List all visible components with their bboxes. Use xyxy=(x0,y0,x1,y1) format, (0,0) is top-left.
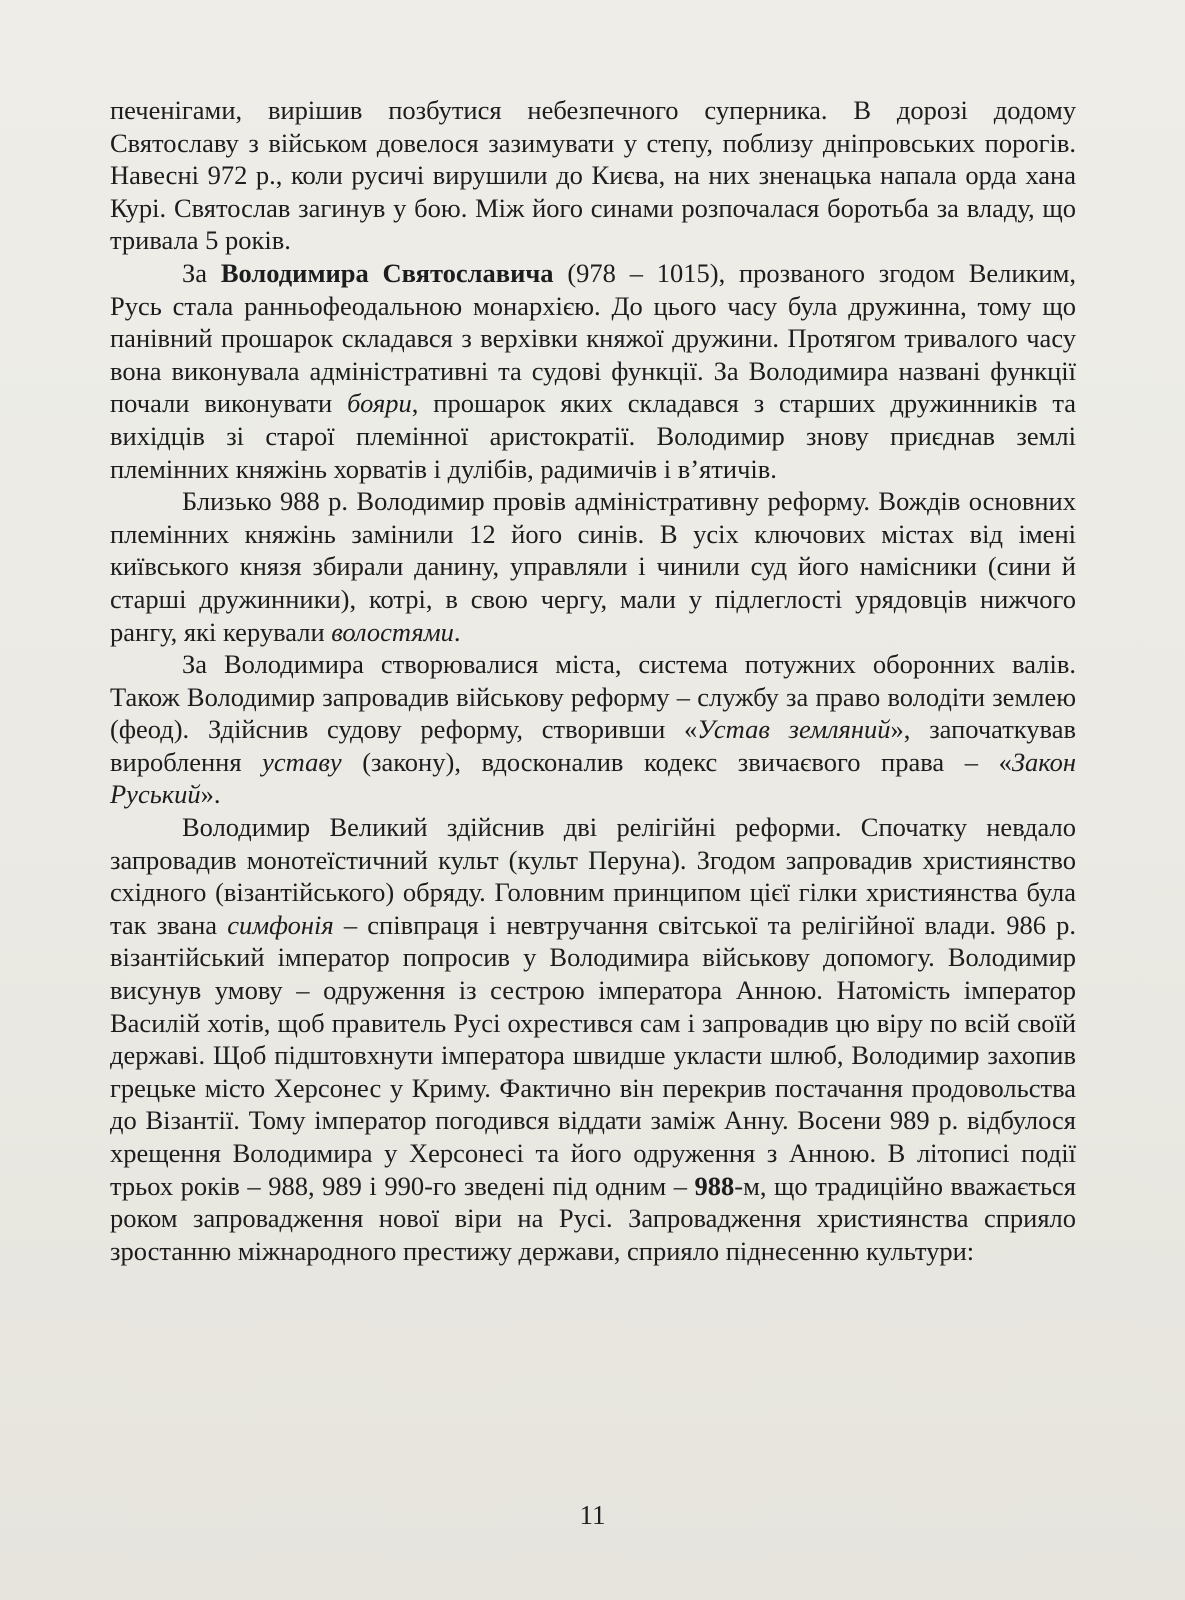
italic-term: симфонія xyxy=(227,909,334,940)
page-number: 11 xyxy=(579,1500,606,1530)
text-run: (закону), вдосконалив кодекс звичаєвого права – « xyxy=(341,746,1012,777)
text-run: », започаткував вироблення xyxy=(110,714,1076,777)
paragraph xyxy=(110,257,1076,485)
italic-term: Устав земляний xyxy=(697,714,891,745)
body-text xyxy=(110,94,1076,1267)
paragraph xyxy=(110,811,1076,1267)
paragraph xyxy=(110,485,1076,648)
text-run: -м, що традиційно вважається роком запровадження нової віри на Русі. Запровадження християнства сприяло зростанню міжнародного престижу держави, сприяло піднесенню культури: xyxy=(110,1170,1076,1266)
text-run: . xyxy=(453,616,461,647)
italic-term: бояри xyxy=(347,388,412,419)
italic-term: уставу xyxy=(262,746,342,777)
text-run: – співпраця і невтручання світської та релігійної влади. 986 р. візантійський імператор попросив у Володимира військову допомогу. Володимир висунув умову – одруження із сестрою імператора Анною. Натомість імператор Василій хотів, щоб правитель Русі охрестився сам і запровадив цю віру по всій своїй державі. Щоб підштовхнути імператора швидше укласти шлюб, Володимир захопив грецьке місто Херсонес у Криму. Фактично він перекрив постачання продовольства до Візантії. Тому імператор погодився віддати заміж Анну. Восени 989 р. відбулося хрещення Володимира у Херсонесі та його одруження з Анною. В літописі події трьох років – 988, 989 і 990-го зведені під одним – xyxy=(110,909,1076,1201)
paragraph xyxy=(110,648,1076,811)
text-run: ». xyxy=(200,779,221,810)
bold-text: 988 xyxy=(694,1170,735,1201)
text-run: печенігами, вирішив позбутися небезпечного суперника. В дорозі додому Святославу з військом довелося зазимувати у степу, поблизу дніпровських порогів. Навесні 972 р., коли русичі вирушили до Києва, на них зненацька напала орда хана Курі. Святослав загинув у бою. Між його синами розпочалася боротьба за владу, що тривала 5 років. xyxy=(110,95,1076,256)
text-run: (978 – 1015), прозваного згодом Великим, Русь стала ранньофеодальною монархією. До цього часу була дружинна, тому що панівний прошарок складався з верхівки княжої дружини. Протягом тривалого часу вона виконувала адміністративні та судові функції. За Володимира названі функції почали виконувати xyxy=(110,257,1077,419)
text-run: За xyxy=(182,257,221,288)
bold-text: Володимира Святославича xyxy=(220,257,554,288)
text-run: Володимир Великий здійснив дві релігійні реформи. Спочатку невдало запровадив монотеїстичний культ (культ Перуна). Згодом запровадив християнство східного (візантійського) обряду. Головним принципом цієї гілки християнства була так звана xyxy=(110,812,1076,940)
text-run: За Володимира створювалися міста, система потужних оборонних валів. Також Володимир запровадив військову реформу – службу за право володіти землею (феод). Здійснив судову реформу, створивши « xyxy=(110,649,1076,745)
italic-term: волостями xyxy=(331,616,454,647)
italic-term: Закон Руський xyxy=(110,746,1076,810)
text-run: , прошарок яких складався з старших дружинників та вихідців зі старої племінної аристократії. Володимир знову приєднав землі племінних княжінь хорватів і дулібів, радимичів і в’ятичів. xyxy=(110,388,1076,484)
text-run: Близько 988 р. Володимир провів адміністративну реформу. Вождів основних племінних княжінь замінили 12 його синів. В усіх ключових містах від імені київського князя збирали данину, управляли і чинили суд його намісники (сини й старші дружинники), котрі, в свою чергу, мали у підлеглості урядовців нижчого рангу, які керували xyxy=(110,486,1076,647)
paragraph xyxy=(110,94,1076,257)
